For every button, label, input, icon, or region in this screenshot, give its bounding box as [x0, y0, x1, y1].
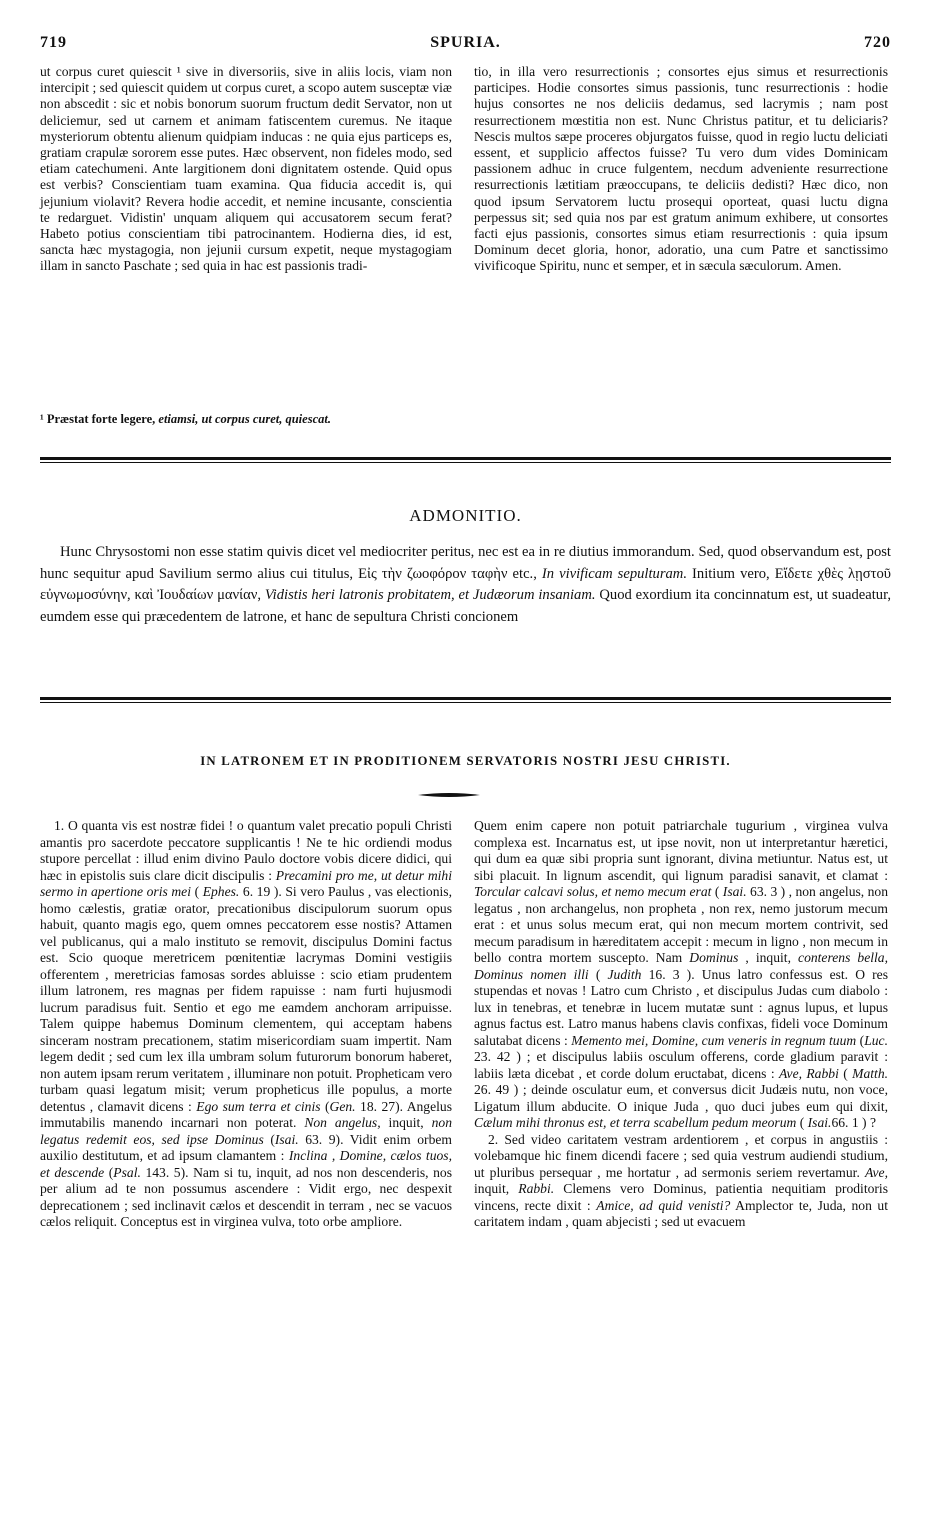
text-run: (: [263, 1131, 275, 1147]
text-run: (: [838, 1065, 853, 1081]
admonitio-body: [40, 542, 891, 628]
text-run: (: [796, 1115, 808, 1130]
text-run: (: [191, 884, 203, 899]
latin-title: In vivificam sepulturam.: [541, 565, 687, 582]
footnote: [40, 412, 452, 427]
footnote-lead: ¹ Præstat forte legere,: [40, 412, 159, 426]
latin-incipit: Vidistis heri latronis probitatem, et Judæorum insaniam.: [264, 587, 596, 604]
text-run: 63. 9). Vidit enim orbem auxilio destitutum, et ad ipsum clamantem :: [40, 1131, 452, 1163]
text-run: 2. Sed video caritatem vestram ardentiorem , et corpus in angustiis : volebamque hic finem dicendi facere ; sed quia vestrum audiendi studium, ut pluribus persequar , me hortatur , ad sermonis seriem revertamur.: [474, 1131, 888, 1180]
text-run: inquit,: [474, 1181, 519, 1196]
citation: Ephes.: [202, 884, 240, 899]
greek-incipit: Εἴδετε χθὲς λῃστοῦ εὐγνωμοσύνην, καὶ Ἰουδαίων μανίαν,: [40, 565, 891, 604]
top-right-column: [474, 64, 888, 275]
citation: Isai.: [274, 1131, 299, 1147]
greek-title: Εἰς τὴν ζωοφόρον ταφὴν: [358, 565, 508, 582]
top-left-column: [40, 64, 452, 275]
admonitio-paragraph: [40, 542, 891, 628]
quotation: Rabbi.: [518, 1181, 555, 1196]
sermon-paragraph-1: [40, 818, 452, 1231]
text-run: , inquit,: [738, 950, 799, 965]
quotation: Memento mei, Domine, cum veneris in regnum tuum: [571, 1032, 857, 1048]
citation: Judith: [607, 966, 642, 982]
citation: Psal.: [113, 1164, 141, 1180]
text-run: (: [856, 1032, 865, 1048]
citation: Isai.: [722, 884, 747, 899]
quotation: Ave,: [864, 1164, 888, 1180]
top-right-paragraph: tio, in illa vero resurrectionis ; consortes ejus simus et resurrectionis participes. Hodie consortes simus passionis, tunc resurrectionis : hodie hujus consortes ne nos deliciis dedamus, sed lacrymis ; nam post resurrectionem mœstitia non est. Nunc Christus patitur, et tu deliciaris? Nescis multos sæpe proceres objurgatos fuisse, quod in regio luctu deliciati essent, et supplicio affectos fuisse? Tu vero dum vides Dominicam passionem adhuc in cruce fulgentem, necdum adveniente resurrectione resurrectionis lætitiam præoccupans, te deliciis dedisti? Hæc dico, non quod ipsum Servatorem luctu prosequi oporteat, quasi luctu digna perpessus sit; sed quia nos par est gratum animum exhibere, ut consortes facti ejus passionis, consortes simus etiam resurrectionis : quia ipsum Dominum decet gloria, honor, adoratio, una cum Patre et sanctissimo vivificoque Spiritu, nunc et semper, et in sæcula sæculorum. Amen.: [474, 64, 888, 274]
bottom-left-column: [40, 818, 452, 1231]
text-run: 18. 27). Angelus immutabilis manendo incarnari non poterat.: [40, 1098, 452, 1130]
citation: Matth.: [852, 1065, 889, 1081]
quotation: non legatus redemit eos, sed ipse Dominus: [40, 1115, 452, 1147]
text-run: Amplector te, Juda, non ut caritatem indam , quam abjecisti ; sed ut evacuem: [474, 1197, 888, 1229]
text-run: 23. 42 ) ; et discipulus labiis osculum offerens, corde gladium paravit : labiis læta dicebat , et corde dolum eructabat, dicens :: [474, 1049, 888, 1081]
text-run: (: [711, 884, 723, 899]
sermon-paragraph-2: [474, 1132, 888, 1231]
text-run: (: [104, 1164, 114, 1180]
text-run: 143. 5). Nam si tu, inquit, ad nos non descenderis, nos per alium ad te non possumus ascendere : Vidit ergo, nec despexit deprecationem ; sed inclinavit cælos et descendit in terram , nec se vacuos cælos reliquit. Conceptus est in virginea vulva, toto orbe ampliore.: [40, 1164, 452, 1229]
text-run: 63. 3 ) , non angelus, non legatus , non archangelus, non propheta , non rex, nemo justorum mecum erat : et unus solus mecum erat, qui non mecum mortem contrivit, sed mecum paradisum in hæreditatem accepit : mecum in ligno , non mecum in bello contra mortem suscepto. Nam: [474, 884, 888, 965]
quotation: conterens bella, Dominus nomen illi: [474, 950, 888, 982]
section-divider: [40, 457, 891, 463]
quotation: Ego sum terra et cinis: [196, 1098, 321, 1114]
section-divider: [40, 697, 891, 703]
quotation: Cælum mihi thronus est, et terra scabellum pedum meorum: [474, 1115, 797, 1130]
running-title: SPURIA.: [430, 34, 501, 51]
page-number-left: 719: [40, 34, 67, 51]
citation: Gen.: [329, 1098, 356, 1114]
text-run: etc.,: [507, 565, 542, 582]
page-number-right: 720: [864, 34, 891, 51]
citation: Isai.: [807, 1115, 832, 1130]
text-run: 6. 19 ). Si vero Paulus , vas electionis, homo cælestis, gratiæ orator, precationibus discipulorum suorum opus habuit, quanto magis ego, quem omnes peccatorem esse nostis? Attamen vel publicanus, qui a malo instituto se removit, discipulus Domini factus est. Scio quoque meretricem pœnitentiæ lacrymas Domini vestigiis offerentem , meretricias famosas sordes abluisse : scio etiam prudentem illum latronem, res magnas per fidem rapuisse : nam furti hujusmodi lucrum paradisus fuit. Sentio et ego me eamdem anchoram arripuisse. Talem quippe habemus Dominum clementem, qui acceptam habens sinceram nostram precationem, statim misericordiam suam impertit. Nam legem dedit ; sed cum lex illa umbram solum futurorum bonorum haberet, non autem ipsam rerum veritatem , illuminare non potuit. Propheticam vero turbam quasi legatum misit; verum propheticus ille populus, a morte detentus , clamavit dicens :: [40, 884, 452, 1114]
page-header: [40, 34, 891, 54]
text-run: inquit,: [380, 1115, 432, 1130]
quotation: Dominus: [689, 950, 739, 965]
sermon-paragraph-1-cont: [474, 818, 888, 1132]
top-left-paragraph: ut corpus curet quiescit ¹ sive in diversoriis, sive in aliis locis, viam non intercipit ; sed quiescit quidem ut corpus curet, a scopo autem susceptæ viæ non abscedit : sic et nobis bonorum suorum fructum dedit Servator, non ut deliciemur, sed ut carnem et animam fatiscentem curemus. Ne itaque mysteriorum obtentu alienum quidpiam inducas : ne quia ejus particeps es, gratiam crapulæ sororem esse putes. Hæc observent, non fideles modo, sed etiam catechumeni. Ante largitionem doni dignitatem ostende. Quid opus est verbis? Conscientiam tuam examina. Qua fiducia accedit is, qui jejunium violavit? Revera hodie accedit, et nemine incusante, conscientia te redarguet. Vidistin' unquam aliquem qui accusatorem secum ferat? Habeto potius conscientiam tibi patrocinantem. Hodierna dies, id est, sancta hæc mystagogia, non jejunii cursum expetit, neque mystagogiam illam in sancto Paschate ; sed quia in hac est passionis tradi-: [40, 64, 452, 274]
text-run: Clemens vero Dominus, patientia nequitiam proditoris vincens, recte dixit :: [474, 1181, 888, 1213]
citation: Luc.: [864, 1032, 888, 1048]
text-run: Quem enim capere non potuit patriarchale tugurium , virginea vulva complexa est. Incarnatus est, ut ipse novit, non ut interpretantur hæretici, qui dum ea quæ sibi propria sunt ignorant, divina metiuntur. Natus est, ut sibi placuit. In lignum ascendit, qui lignum paradisi sanavit, et clamat :: [474, 818, 888, 883]
title-ornament: [418, 792, 480, 798]
text-run: Hunc Chrysostomi non esse statim quivis dicet vel mediocriter peritus, nec est ea in re diutius immorandum. Sed, quod observandum est, post hunc sequitur apud Savilium sermo alius cui titulus,: [40, 544, 891, 582]
text-run: (: [588, 966, 608, 982]
sermon-title: IN LATRONEM ET IN PRODITIONEM SERVATORIS NOSTRI JESU CHRISTI.: [200, 754, 731, 768]
quotation: Ave, Rabbi: [778, 1065, 839, 1081]
quotation: Inclina , Domine, cælos tuos, et descende: [40, 1148, 452, 1180]
quotation: Non angelus,: [304, 1115, 381, 1130]
bottom-right-column: [474, 818, 888, 1231]
text-run: Initium vero,: [686, 565, 775, 582]
quotation: Amice, ad quid venisti?: [596, 1197, 731, 1213]
text-run: 1. O quanta vis est nostræ fidei ! o quantum valet precatio populi Christi amantis pro sacerdote peccatore supplicantis ! Ne te hic ordiendi modus stupore percellat : illud enim divino Paulo doctore vobis dicere didici, qui hæc in epistolis suis clare dicit discipulis :: [40, 818, 452, 883]
text-run: 16. 3 ). Unus latro confessus est. O res stupendas et novas ! Latro cum Christo , et discipulus Judas cum diabolo : lux in tenebras, et tenebræ in lucem mutatæ sunt : agnus lupus, et lupus agnus factus est. Latro manus habens clavis confixas, fideli voce Dominum salutabat dicens :: [474, 966, 888, 1048]
footnote-italic: etiamsi, ut corpus curet, quiescat.: [158, 412, 331, 426]
text-run: 66. 1 ) ?: [831, 1115, 876, 1130]
text-run: (: [320, 1098, 330, 1114]
text-run: Quod exordium ita concinnatum est, ut suadeatur, eumdem esse qui præcedentem de latrone, et hanc de sepultura Christi concionem: [40, 587, 891, 625]
quotation: Torcular calcavi solus, et nemo mecum erat: [474, 884, 712, 899]
quotation: Precamini pro me, ut detur mihi sermo in apertione oris mei: [40, 867, 452, 899]
text-run: 26. 49 ) ; deinde osculatur eum, et conversus dicit Judæis nutu, non voce, Ligatum illum abducite. O inique Juda , quo duci jubes eum qui dixit,: [474, 1082, 888, 1114]
admonitio-title: ADMONITIO.: [409, 506, 522, 525]
